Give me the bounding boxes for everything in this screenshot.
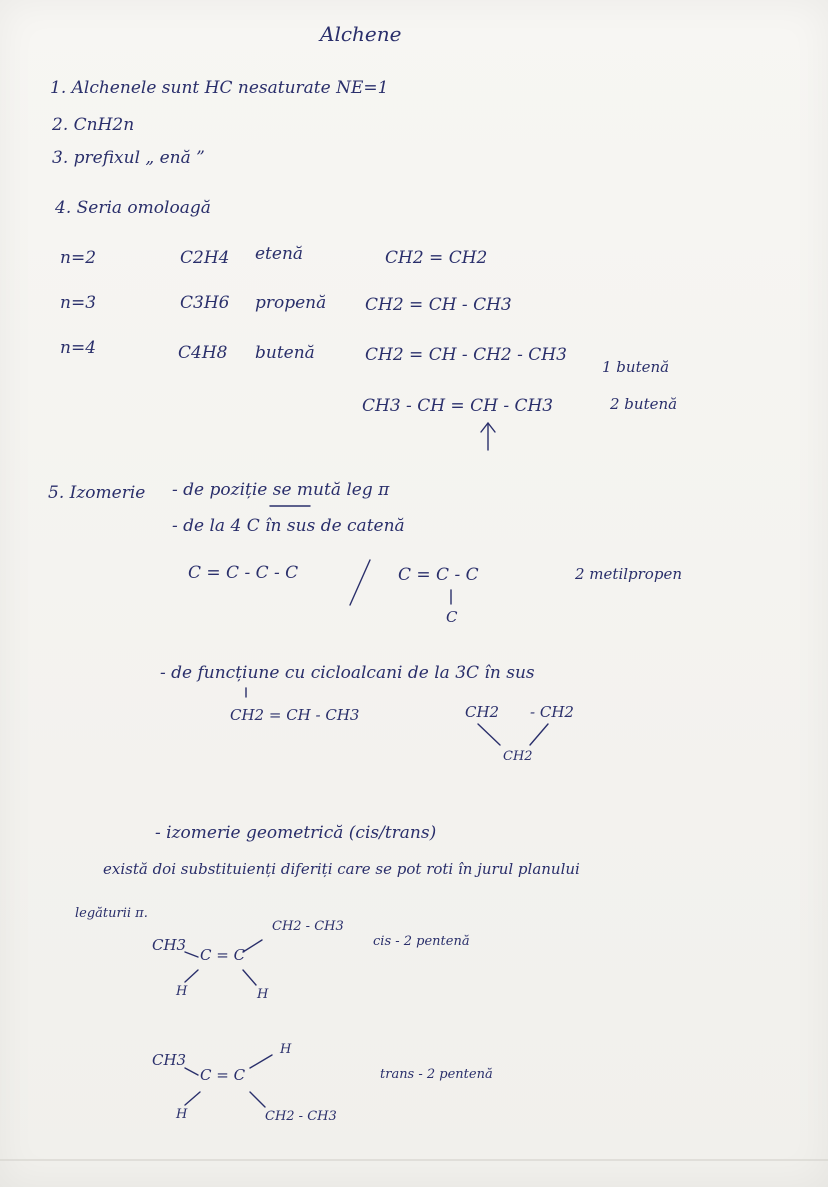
trans-lower-right: CH2 - CH3 — [265, 1109, 337, 1124]
series-n4b-note: 2 butenă — [610, 395, 678, 413]
series-n2-formula: C2H4 — [180, 248, 230, 268]
trans-bond-lower-left — [185, 1092, 200, 1105]
trans-center: C = C — [200, 1066, 246, 1084]
chain-left: C = C - C - C — [188, 563, 299, 583]
point-2: 2. CnH2n — [52, 115, 135, 135]
cis-center: C = C — [200, 946, 246, 964]
cis-bond-lower-right — [243, 970, 256, 985]
cis-lower-right: H — [257, 987, 269, 1002]
cis-lower-left: H — [176, 984, 188, 999]
ring-bond-right — [530, 724, 548, 745]
ring-top-right: - CH2 — [530, 703, 574, 721]
series-n4-formula: C4H8 — [178, 343, 228, 363]
cis-left: CH3 — [152, 936, 187, 954]
isomerism-chain-intro: - de la 4 C în sus de catenă — [172, 516, 405, 536]
point-3: 3. prefixul „ enă ” — [52, 148, 205, 168]
chain-right: C = C - C — [398, 565, 479, 585]
cis-upper-right: CH2 - CH3 — [272, 919, 344, 934]
cis-bond-upper — [243, 940, 262, 952]
series-n4-name: butenă — [255, 343, 315, 363]
series-n4-structure: CH2 = CH - CH2 - CH3 — [365, 345, 567, 365]
series-n4-note: 1 butenă — [602, 358, 670, 376]
series-n2-index: n=2 — [60, 248, 97, 268]
series-n2-structure: CH2 = CH2 — [385, 248, 488, 268]
chain-name: 2 metilpropen — [575, 565, 682, 583]
cis-bond-lower-left — [185, 970, 198, 982]
page-title: Alchene — [320, 22, 402, 46]
trans-lower-left: H — [176, 1107, 188, 1122]
ring-top-left: CH2 — [465, 703, 500, 721]
function-left: CH2 = CH - CH3 — [230, 706, 360, 724]
series-n4b-structure: CH3 - CH = CH - CH3 — [362, 396, 554, 416]
isomerism-geometric: - izomerie geometrică (cis/trans) — [155, 823, 437, 843]
trans-bond-left — [185, 1068, 198, 1075]
series-n4-index: n=4 — [60, 338, 97, 358]
ring-bond-left — [478, 724, 500, 745]
point-4: 4. Seria omoloagă — [55, 198, 211, 218]
isomerism-function: - de funcțiune cu cicloalcani de la 3C în sus — [160, 663, 535, 683]
point-1: 1. Alchenele sunt HC nesaturate NE=1 — [50, 78, 389, 98]
trans-upper-right: H — [280, 1042, 292, 1057]
trans-left: CH3 — [152, 1051, 187, 1069]
series-n3-name: propenă — [255, 293, 327, 313]
trans-name: trans - 2 pentenă — [380, 1067, 493, 1082]
cis-name: cis - 2 pentenă — [373, 934, 470, 949]
series-n3-index: n=3 — [60, 293, 97, 313]
geometric-desc-2: legăturii π. — [75, 906, 148, 921]
isomerism-heading: 5. Izomerie — [48, 483, 146, 503]
trans-bond-upper — [250, 1055, 272, 1068]
series-n2-name: etenă — [255, 244, 304, 264]
geometric-desc: există doi substituienți diferiți care se pot roti în jurul planului — [103, 860, 580, 878]
trans-bond-lower-right — [250, 1092, 265, 1107]
isomerism-position: - de poziție se mută leg π — [172, 480, 390, 500]
chain-branch: C — [446, 608, 458, 626]
series-n3-structure: CH2 = CH - CH3 — [365, 295, 512, 315]
series-n3-formula: C3H6 — [180, 293, 230, 313]
ring-bottom: CH2 — [503, 749, 533, 764]
cis-bond-left — [185, 952, 198, 957]
separator-slash — [350, 560, 370, 605]
